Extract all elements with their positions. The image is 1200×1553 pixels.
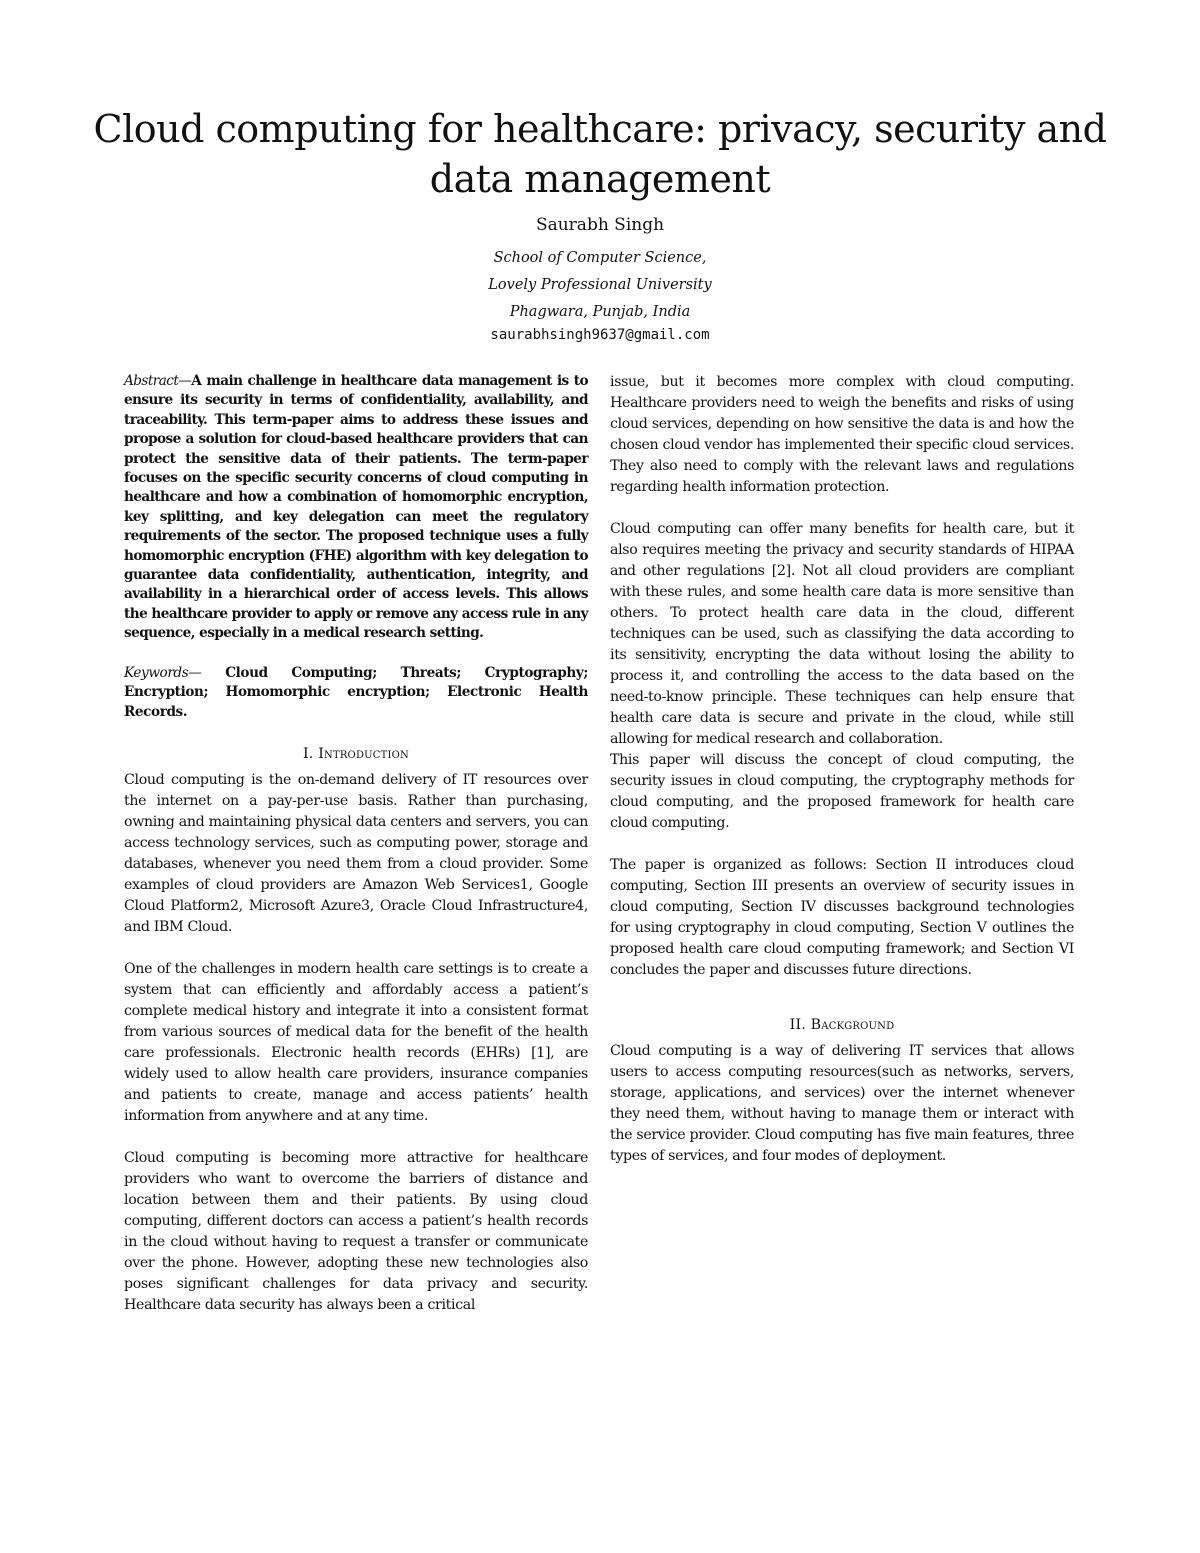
abstract-text: A main challenge in healthcare data management is to ensure its security in terms of confidentiality, availability, and traceability. This term-paper aims to address these issues and propose a solution for cloud-based healthcare providers that can protect the sensitive data of their patients. The term-paper focuses on the specific security concerns of cloud computing in healthcare and how a combination of homomorphic encryption, key splitting, and key delegation can meet the regulatory requirements of the sector. The proposed technique uses a fully homomorphic encryption (FHE) algorithm with key delegation to guarantee data confidentiality, authentication, integrity, and availability in a hierarchical order of access levels. This allows the healthcare provider to apply or remove any access rule in any sequence, especially in a medical research setting. — [124, 373, 588, 642]
keywords-lead: Keywords— — [124, 664, 202, 681]
author-email: saurabhsingh9637@gmail.com — [490, 327, 710, 343]
right-column — [610, 372, 1074, 1167]
paper-title: Cloud computing for healthcare: privacy, security and data management — [93, 107, 1107, 201]
intro-paragraph-6: The paper is organized as follows: Section II introduces cloud computing, Section III presents an overview of security issues in cloud computing, Section IV discusses background technologies for using cryptography in cloud computing, Section V outlines the proposed health care cloud computing framework; and Section VI concludes the paper and discusses future directions. — [610, 857, 1074, 978]
intro-paragraph-1: Cloud computing is the on-demand delivery of IT resources over the internet on a pay-per-use basis. Rather than purchasing, owning and maintaining physical data centers and servers, you can access technology services, such as computing power, storage and databases, whenever you need them from a cloud provider. Some examples of cloud providers are Amazon Web Services1, Google Cloud Platform2, Microsoft Azure3, Oracle Cloud Infrastructure4, and IBM Cloud. — [124, 771, 588, 935]
intro-paragraph-3: Cloud computing is becoming more attractive for healthcare providers who want to overcome the barriers of distance and location between them and their patients. By using cloud computing, different doctors can access a patient’s health records in the cloud without having to request a transfer or communicate over the phone. However, adopting these new technologies also poses significant challenges for data privacy and security. Healthcare data security has always been a critical — [124, 1149, 588, 1313]
intro-paragraph-4: Cloud computing can offer many benefits for health care, but it also requires meeting the privacy and security standards of HIPAA and other regulations [2]. Not all cloud providers are compliant with these rules, and some health care data is more sensitive than others. To protect health care data in the cloud, different techniques can be used, such as classifying the data according to its sensitivity, encrypting the data without losing the ability to process it, and controlling the access to the data based on the need-to-know principle. These techniques can help ensure that health care data is secure and private in the cloud, while still allowing for medical research and collaboration. — [610, 521, 1074, 747]
intro-paragraph-3-continued: issue, but it becomes more complex with cloud computing. Healthcare providers need to weigh the benefits and risks of using cloud services, depending on how sensitive the data is and how the chosen cloud vendor has implemented their specific cloud services. They also need to comply with the relevant laws and regulations regarding health information protection. — [610, 374, 1074, 495]
affiliation-school: School of Computer Science, — [493, 250, 707, 266]
keywords — [124, 664, 588, 722]
abstract-lead: Abstract— — [124, 373, 192, 389]
background-paragraph-1: Cloud computing is a way of delivering IT services that allows users to access computing resources(such as networks, servers, storage, applications, and services) over the internet whenever they need them, without having to manage them or interact with the service provider. Cloud computing has five main features, three types of services, and four modes of deployment. — [610, 1043, 1074, 1164]
abstract — [124, 372, 588, 644]
intro-paragraph-2: One of the challenges in modern health care settings is to create a system that can efficiently and affordably access a patient’s complete medical history and integrate it into a consistent format from various sources of medical data for the benefit of the health care professionals. Electronic health records (EHRs) [1], are widely used to allow health care providers, insurance companies and patients to create, manage and access patients’ health information from anywhere and at any time. — [124, 960, 588, 1124]
affiliation-university: Lovely Professional University — [488, 277, 712, 293]
section-heading-introduction: I. Introduction — [302, 745, 410, 762]
keywords-text: Cloud Computing; Threats; Cryptography; Encryption; Homomorphic encryption; Electronic Health Records. — [124, 664, 588, 720]
left-column — [124, 372, 588, 1316]
section-heading-background: II. Background — [789, 1017, 895, 1033]
author-name: Saurabh Singh — [535, 215, 665, 235]
intro-paragraph-5: This paper will discuss the concept of cloud computing, the security issues in cloud computing, the cryptography methods for cloud computing, and the proposed framework for health care cloud computing. — [610, 752, 1074, 831]
affiliation-location: Phagwara, Punjab, India — [509, 304, 691, 320]
